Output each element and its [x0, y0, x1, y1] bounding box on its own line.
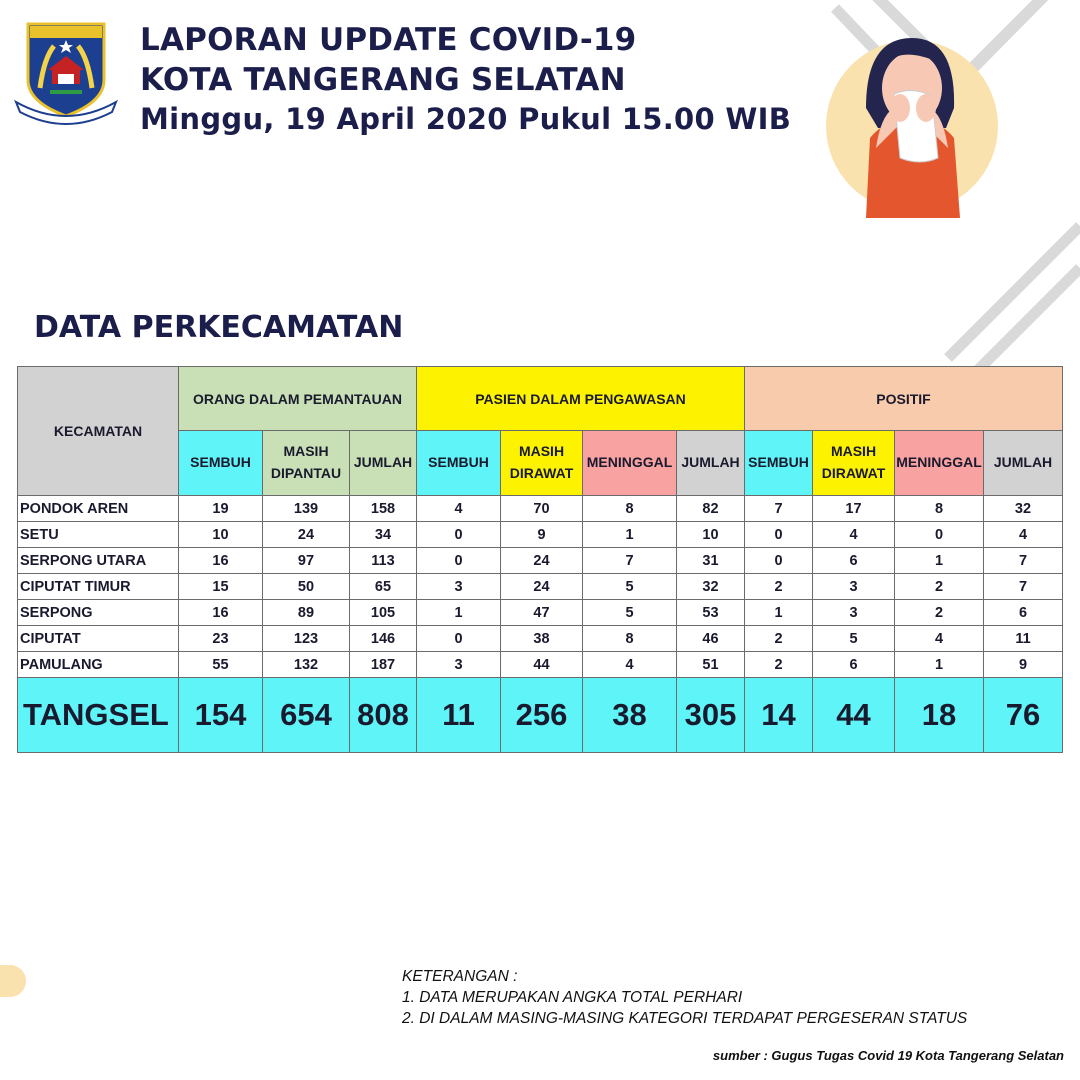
- notes-item-2: 2. DI DALAM MASING-MASING KATEGORI TERDAPAT PERGESERAN STATUS: [402, 1010, 968, 1027]
- table-cell: 113: [350, 548, 417, 574]
- table-cell: 1: [745, 600, 813, 626]
- table-cell: 32: [984, 496, 1063, 522]
- table-cell: 123: [263, 626, 350, 652]
- table-cell: 31: [677, 548, 745, 574]
- table-cell: 9: [984, 652, 1063, 678]
- table-cell: 0: [417, 548, 501, 574]
- notes-item-1: 1. DATA MERUPAKAN ANGKA TOTAL PERHARI: [402, 989, 743, 1006]
- total-cell: 808: [350, 678, 417, 753]
- table-cell: 16: [179, 548, 263, 574]
- notes-block: [402, 966, 967, 1029]
- kecamatan-name: CIPUTAT: [18, 626, 179, 652]
- table-cell: 7: [583, 548, 677, 574]
- table-cell: 10: [179, 522, 263, 548]
- table-cell: 3: [813, 574, 895, 600]
- table-cell: 7: [745, 496, 813, 522]
- table-row: [18, 626, 1063, 652]
- pdp-meninggal-header: MENINGGAL: [583, 431, 677, 496]
- table-cell: 2: [745, 626, 813, 652]
- table-cell: 24: [501, 574, 583, 600]
- table-cell: 19: [179, 496, 263, 522]
- table-cell: 10: [677, 522, 745, 548]
- table-cell: 46: [677, 626, 745, 652]
- total-row: [18, 678, 1063, 753]
- odp-masih-dipantau-header: MASIH DIPANTAU: [263, 431, 350, 496]
- table-cell: 55: [179, 652, 263, 678]
- total-cell: 256: [501, 678, 583, 753]
- city-emblem-logo: [14, 18, 118, 126]
- total-cell: 38: [583, 678, 677, 753]
- report-title: LAPORAN UPDATE COVID-19: [140, 22, 637, 58]
- kecamatan-name: SETU: [18, 522, 179, 548]
- table-cell: 0: [895, 522, 984, 548]
- table-cell: 6: [984, 600, 1063, 626]
- pdp-group-header: PASIEN DALAM PENGAWASAN: [417, 367, 745, 431]
- table-cell: 0: [417, 626, 501, 652]
- total-cell: 14: [745, 678, 813, 753]
- odp-jumlah-header: JUMLAH: [350, 431, 417, 496]
- table-cell: 82: [677, 496, 745, 522]
- table-cell: 146: [350, 626, 417, 652]
- table-cell: 3: [417, 574, 501, 600]
- table-cell: 23: [179, 626, 263, 652]
- table-cell: 2: [745, 574, 813, 600]
- total-cell: 305: [677, 678, 745, 753]
- table-cell: 4: [984, 522, 1063, 548]
- woman-coughing-illustration: [826, 8, 1006, 218]
- table-cell: 4: [813, 522, 895, 548]
- notes-title: KETERANGAN :: [402, 968, 518, 985]
- table-cell: 3: [813, 600, 895, 626]
- table-cell: 44: [501, 652, 583, 678]
- table-row: [18, 496, 1063, 522]
- table-row: [18, 548, 1063, 574]
- covid-data-table: [17, 366, 1063, 753]
- kecamatan-name: PONDOK AREN: [18, 496, 179, 522]
- table-cell: 3: [417, 652, 501, 678]
- table-cell: 32: [677, 574, 745, 600]
- table-cell: 51: [677, 652, 745, 678]
- table-cell: 8: [583, 496, 677, 522]
- table-cell: 8: [895, 496, 984, 522]
- table-cell: 7: [984, 574, 1063, 600]
- table-cell: 24: [263, 522, 350, 548]
- pdp-masih-dirawat-header: MASIH DIRAWAT: [501, 431, 583, 496]
- positif-sembuh-header: SEMBUH: [745, 431, 813, 496]
- table-row: [18, 600, 1063, 626]
- table-cell: 34: [350, 522, 417, 548]
- table-cell: 47: [501, 600, 583, 626]
- table-cell: 158: [350, 496, 417, 522]
- table-cell: 4: [895, 626, 984, 652]
- table-cell: 97: [263, 548, 350, 574]
- kecamatan-header: KECAMATAN: [18, 367, 179, 496]
- total-cell: 11: [417, 678, 501, 753]
- table-cell: 4: [583, 652, 677, 678]
- pdp-sembuh-header: SEMBUH: [417, 431, 501, 496]
- table-cell: 24: [501, 548, 583, 574]
- table-row: [18, 522, 1063, 548]
- table-cell: 132: [263, 652, 350, 678]
- table-cell: 105: [350, 600, 417, 626]
- kecamatan-name: CIPUTAT TIMUR: [18, 574, 179, 600]
- table-cell: 15: [179, 574, 263, 600]
- positif-meninggal-header: MENINGGAL: [895, 431, 984, 496]
- total-label: TANGSEL: [18, 678, 179, 753]
- table-cell: 139: [263, 496, 350, 522]
- table-cell: 5: [813, 626, 895, 652]
- total-cell: 654: [263, 678, 350, 753]
- table-cell: 2: [895, 600, 984, 626]
- table-cell: 16: [179, 600, 263, 626]
- odp-group-header: ORANG DALAM PEMANTAUAN: [179, 367, 417, 431]
- table-cell: 9: [501, 522, 583, 548]
- odp-sembuh-header: SEMBUH: [179, 431, 263, 496]
- table-cell: 5: [583, 574, 677, 600]
- pdp-jumlah-header: JUMLAH: [677, 431, 745, 496]
- table-cell: 53: [677, 600, 745, 626]
- table-cell: 7: [984, 548, 1063, 574]
- table-cell: 65: [350, 574, 417, 600]
- table-cell: 38: [501, 626, 583, 652]
- table-cell: 1: [895, 652, 984, 678]
- table-cell: 89: [263, 600, 350, 626]
- table-cell: 2: [895, 574, 984, 600]
- positif-jumlah-header: JUMLAH: [984, 431, 1063, 496]
- total-cell: 44: [813, 678, 895, 753]
- table-cell: 4: [417, 496, 501, 522]
- kecamatan-name: SERPONG UTARA: [18, 548, 179, 574]
- positif-group-header: POSITIF: [745, 367, 1063, 431]
- table-cell: 17: [813, 496, 895, 522]
- table-row: [18, 574, 1063, 600]
- table-cell: 1: [583, 522, 677, 548]
- city-title: KOTA TANGERANG SELATAN: [140, 62, 626, 98]
- table-cell: 2: [745, 652, 813, 678]
- table-cell: 1: [895, 548, 984, 574]
- source-credit: sumber : Gugus Tugas Covid 19 Kota Tangerang Selatan: [712, 1048, 1064, 1063]
- kecamatan-name: SERPONG: [18, 600, 179, 626]
- table-cell: 0: [745, 548, 813, 574]
- table-cell: 11: [984, 626, 1063, 652]
- total-cell: 18: [895, 678, 984, 753]
- table-cell: 50: [263, 574, 350, 600]
- table-cell: 5: [583, 600, 677, 626]
- table-cell: 0: [745, 522, 813, 548]
- table-cell: 0: [417, 522, 501, 548]
- report-date: Minggu, 19 April 2020 Pukul 15.00 WIB: [140, 102, 792, 136]
- positif-masih-dirawat-header: MASIH DIRAWAT: [813, 431, 895, 496]
- table-cell: 70: [501, 496, 583, 522]
- table-cell: 8: [583, 626, 677, 652]
- table-body: [18, 496, 1063, 753]
- table-row: [18, 652, 1063, 678]
- table-cell: 1: [417, 600, 501, 626]
- table-cell: 6: [813, 548, 895, 574]
- kecamatan-name: PAMULANG: [18, 652, 179, 678]
- total-cell: 154: [179, 678, 263, 753]
- section-title: DATA PERKECAMATAN: [34, 310, 404, 345]
- table-cell: 187: [350, 652, 417, 678]
- total-cell: 76: [984, 678, 1063, 753]
- table-cell: 6: [813, 652, 895, 678]
